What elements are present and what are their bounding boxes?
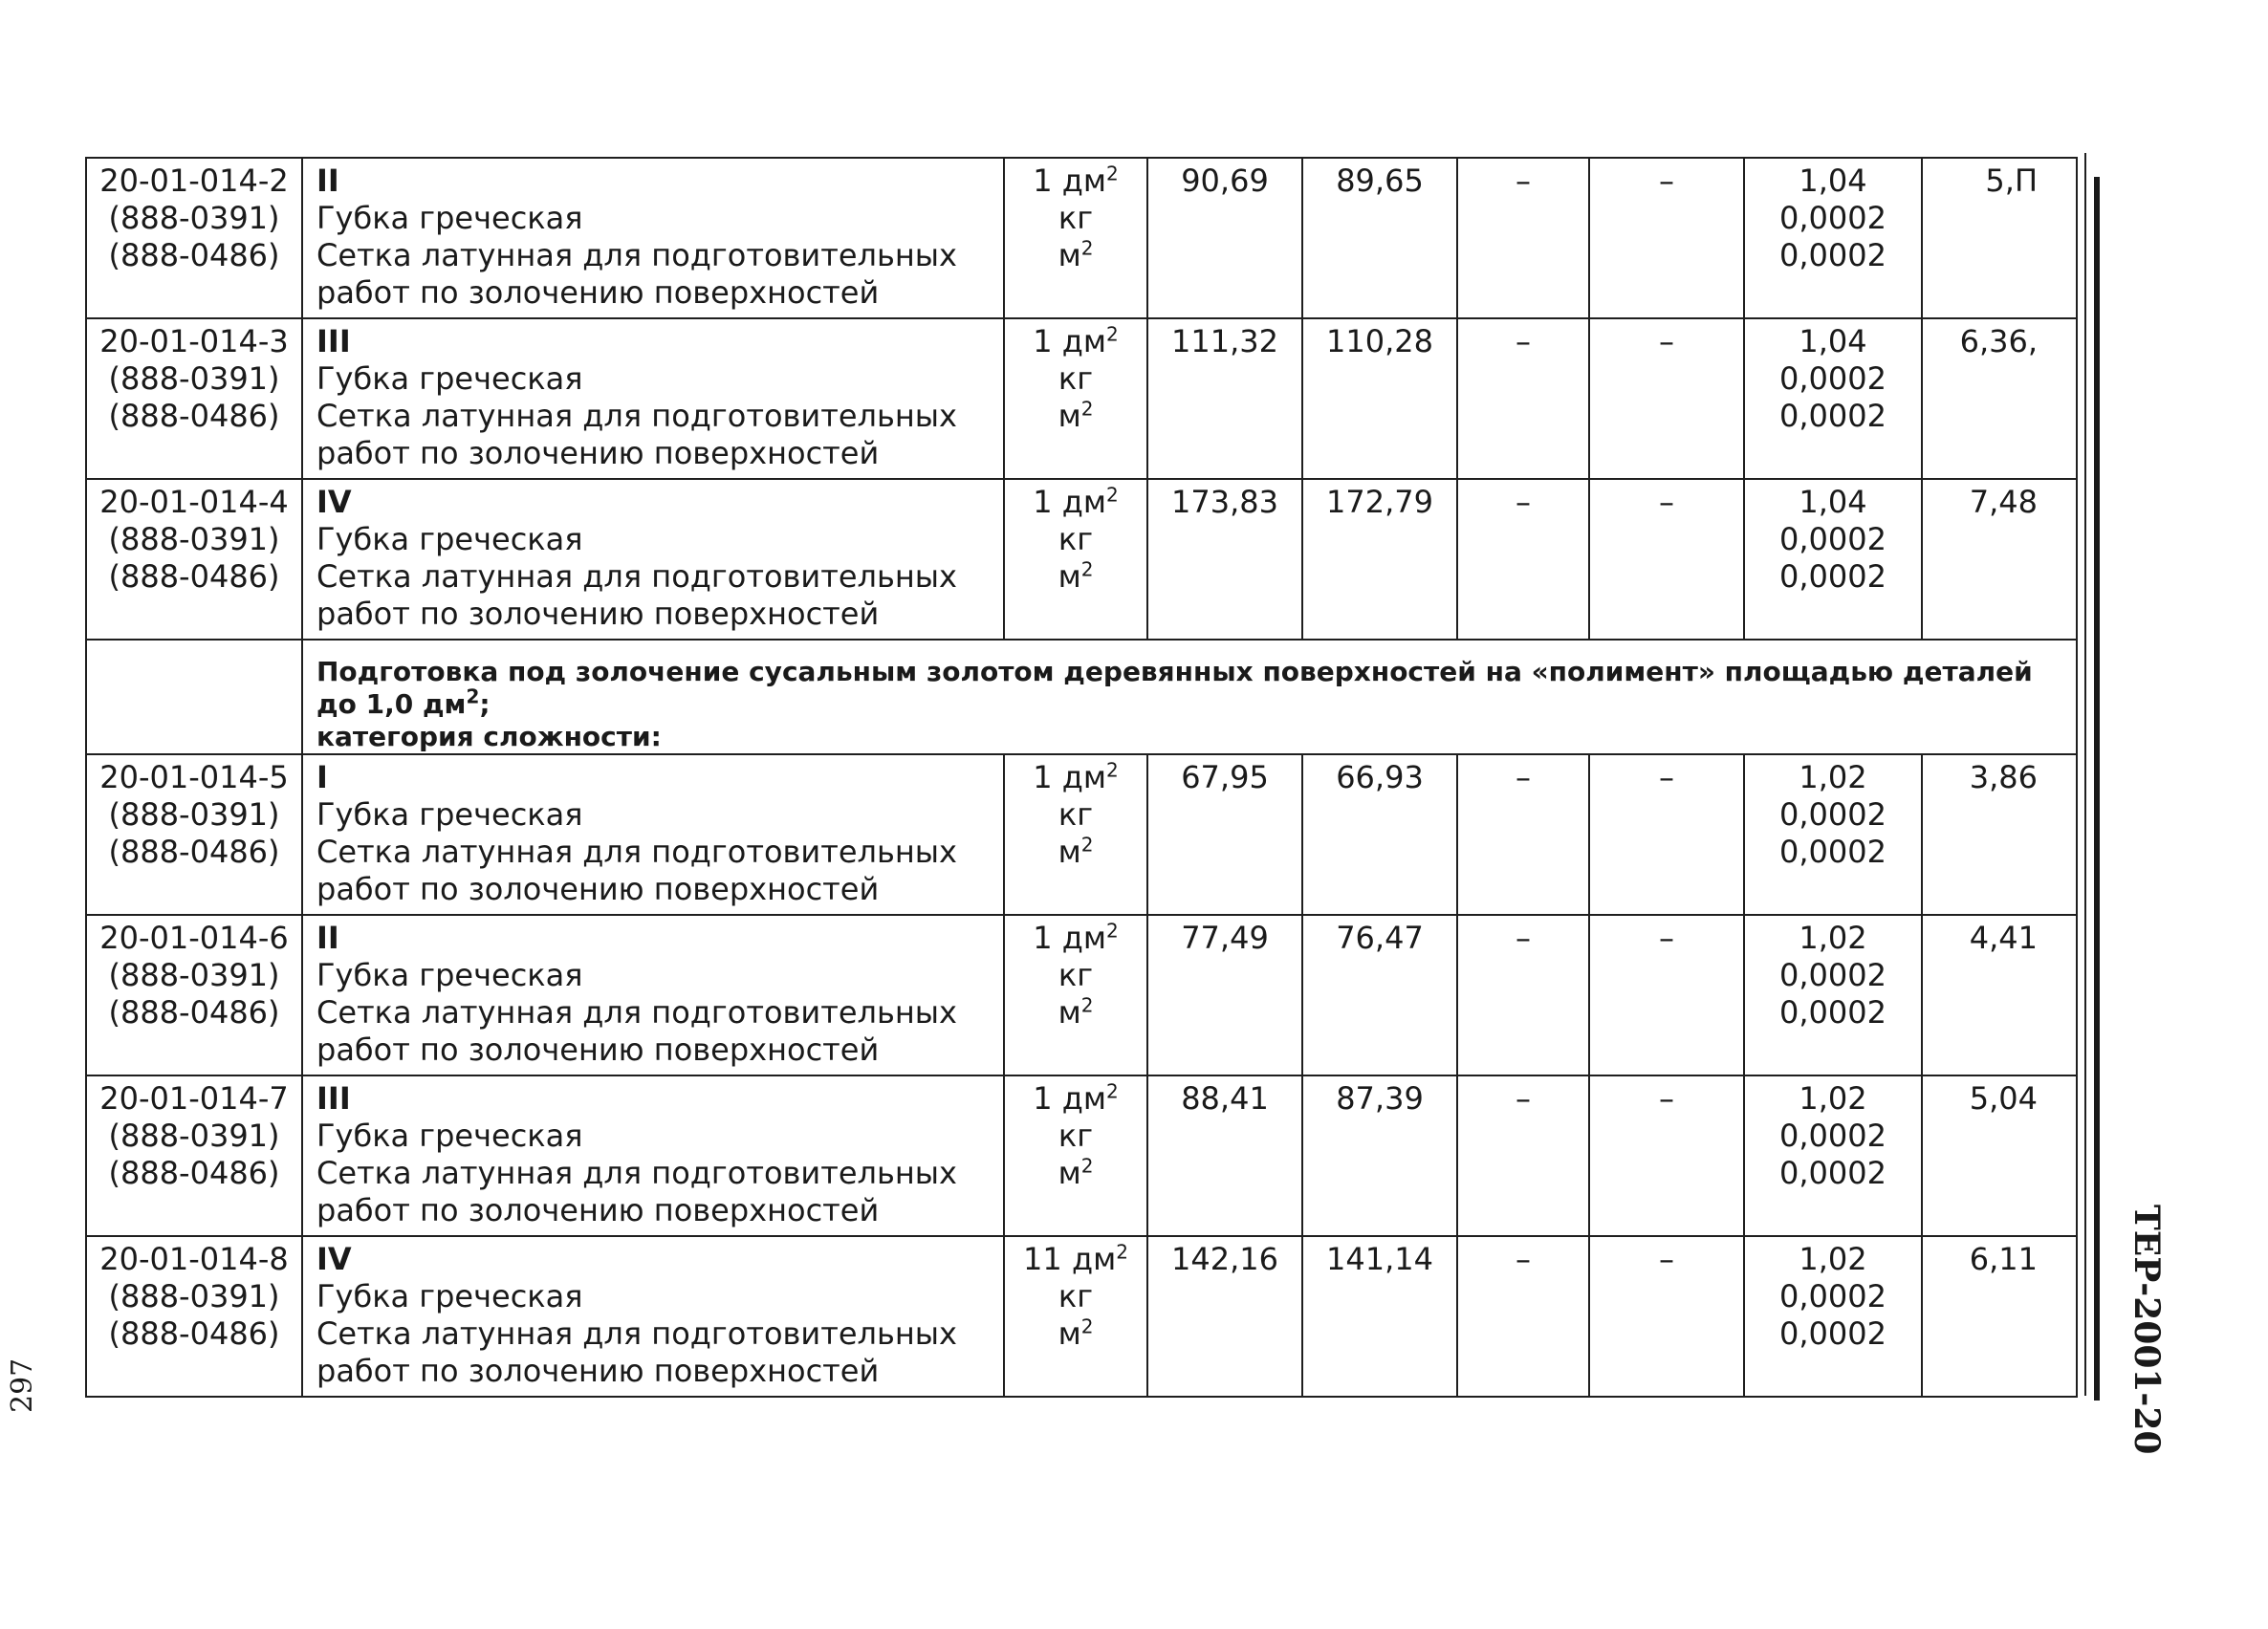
- unit-text: кг: [1058, 521, 1094, 557]
- price-cell: [1302, 1075, 1457, 1236]
- rates-table: [85, 157, 2078, 1398]
- quantity-cell: [1744, 318, 1922, 479]
- description-cell: [302, 158, 1004, 318]
- unit-cell: [1004, 158, 1147, 318]
- dash-cell: [1589, 1236, 1744, 1397]
- category-label: III: [316, 1080, 351, 1117]
- section-title-tail: ;: [479, 688, 491, 720]
- document-code-label: ТЕР-2001-20: [2126, 1205, 2167, 1455]
- unit-text: 1 дм: [1033, 323, 1107, 359]
- price-cell: [1147, 1236, 1302, 1397]
- total-cell: [1922, 1075, 2077, 1236]
- code-line: (888-0486): [108, 1315, 280, 1352]
- total-cell: [1922, 479, 2077, 640]
- unit-exponent: 2: [1106, 1079, 1119, 1103]
- table-row: [86, 915, 2077, 1075]
- dash-cell: [1589, 158, 1744, 318]
- section-heading: [302, 640, 2077, 754]
- resource-name: Губка греческая: [316, 360, 583, 397]
- resource-name: Губка греческая: [316, 521, 583, 557]
- unit-text: кг: [1058, 957, 1094, 993]
- unit-line: [1011, 200, 1141, 237]
- price-value: 90,69: [1181, 163, 1269, 199]
- table-row: [86, 158, 2077, 318]
- section-subtitle: категория сложности:: [316, 721, 662, 752]
- table-row: [86, 479, 2077, 640]
- category-label: IV: [316, 1241, 352, 1277]
- dash-value: –: [1659, 163, 1674, 199]
- quantity-cell: [1744, 158, 1922, 318]
- code-cell: [86, 479, 302, 640]
- price-value: 66,93: [1336, 759, 1424, 795]
- category-label: II: [316, 163, 339, 199]
- price-cell: [1302, 754, 1457, 915]
- resource-name: Губка греческая: [316, 1118, 583, 1154]
- dash-cell: [1457, 754, 1589, 915]
- dash-value: –: [1659, 759, 1674, 795]
- quantity-cell: [1744, 754, 1922, 915]
- section-title: Подготовка под золочение сусальным золотом деревянных поверхностей на «полимент» площадью деталей до 1,0 дм: [316, 656, 2033, 720]
- unit-exponent: 2: [1106, 758, 1119, 782]
- total-value: 3,86: [1969, 759, 2038, 795]
- unit-line: [1011, 484, 1141, 521]
- description-cell: [302, 754, 1004, 915]
- table-row: [86, 1075, 2077, 1236]
- dash-value: –: [1516, 163, 1531, 199]
- price-value: 172,79: [1326, 484, 1433, 520]
- unit-exponent: 2: [1106, 483, 1119, 507]
- quantity-line: 0,0002: [1779, 360, 1886, 397]
- section-title-sup: 2: [466, 684, 480, 708]
- quantity-line: 0,0002: [1779, 558, 1886, 595]
- resource-name: Губка греческая: [316, 796, 583, 833]
- dash-cell: [1457, 479, 1589, 640]
- code-cell: [86, 318, 302, 479]
- total-value: 5,П: [1985, 163, 2038, 199]
- code-line: (888-0486): [108, 834, 280, 870]
- dash-cell: [1589, 479, 1744, 640]
- quantity-line: 0,0002: [1779, 1155, 1886, 1191]
- resource-name: Губка греческая: [316, 1278, 583, 1314]
- code-line: 20-01-014-6: [99, 920, 289, 956]
- code-line: (888-0391): [108, 360, 280, 397]
- price-cell: [1147, 1075, 1302, 1236]
- category-label: II: [316, 920, 339, 956]
- price-value: 87,39: [1336, 1080, 1424, 1117]
- price-cell: [1147, 479, 1302, 640]
- quantity-line: 1,04: [1799, 163, 1867, 199]
- quantity-line: 0,0002: [1779, 834, 1886, 870]
- unit-text: 1 дм: [1033, 1080, 1107, 1117]
- dash-cell: [1457, 1075, 1589, 1236]
- total-value: 6,11: [1969, 1241, 2038, 1277]
- total-value: 4,41: [1969, 920, 2038, 956]
- resource-name: Сетка латунная для подготовительных работ по золочению поверхностей: [316, 237, 957, 311]
- unit-line: [1011, 558, 1141, 596]
- quantity-cell: [1744, 479, 1922, 640]
- total-cell: [1922, 318, 2077, 479]
- resource-name: Сетка латунная для подготовительных работ по золочению поверхностей: [316, 834, 957, 907]
- unit-text: 1 дм: [1033, 484, 1107, 520]
- unit-line: [1011, 1278, 1141, 1315]
- unit-line: [1011, 1315, 1141, 1353]
- dash-value: –: [1659, 484, 1674, 520]
- unit-text: кг: [1058, 1278, 1094, 1314]
- code-line: 20-01-014-5: [99, 759, 289, 795]
- unit-line: [1011, 994, 1141, 1032]
- unit-line: [1011, 521, 1141, 558]
- unit-text: м: [1058, 558, 1081, 595]
- price-value: 173,83: [1171, 484, 1278, 520]
- quantity-line: 1,04: [1799, 323, 1867, 359]
- quantity-line: 1,04: [1799, 484, 1867, 520]
- dash-value: –: [1516, 1080, 1531, 1117]
- price-cell: [1147, 915, 1302, 1075]
- code-line: 20-01-014-4: [99, 484, 289, 520]
- price-value: 110,28: [1326, 323, 1433, 359]
- dash-cell: [1589, 915, 1744, 1075]
- price-cell: [1147, 318, 1302, 479]
- code-line: (888-0391): [108, 957, 280, 993]
- quantity-line: 0,0002: [1779, 398, 1886, 434]
- dash-value: –: [1516, 759, 1531, 795]
- unit-exponent: 2: [1080, 557, 1094, 581]
- unit-line: [1011, 237, 1141, 274]
- description-cell: [302, 318, 1004, 479]
- unit-text: м: [1058, 1155, 1081, 1191]
- total-value: 5,04: [1969, 1080, 2038, 1117]
- dash-value: –: [1659, 323, 1674, 359]
- unit-cell: [1004, 1075, 1147, 1236]
- price-value: 142,16: [1171, 1241, 1278, 1277]
- quantity-cell: [1744, 915, 1922, 1075]
- dash-cell: [1589, 318, 1744, 479]
- section-empty-cell: [86, 640, 302, 754]
- unit-exponent: 2: [1080, 236, 1094, 260]
- price-value: 67,95: [1181, 759, 1269, 795]
- code-line: (888-0391): [108, 1118, 280, 1154]
- unit-line: [1011, 957, 1141, 994]
- dash-cell: [1457, 1236, 1589, 1397]
- price-cell: [1302, 158, 1457, 318]
- unit-cell: [1004, 1236, 1147, 1397]
- resource-name: Губка греческая: [316, 200, 583, 236]
- unit-text: м: [1058, 398, 1081, 434]
- unit-exponent: 2: [1080, 397, 1094, 421]
- unit-line: [1011, 1241, 1141, 1278]
- dash-cell: [1589, 1075, 1744, 1236]
- price-cell: [1302, 318, 1457, 479]
- code-line: (888-0486): [108, 237, 280, 273]
- dash-value: –: [1516, 484, 1531, 520]
- dash-cell: [1457, 915, 1589, 1075]
- section-group: [86, 640, 2077, 754]
- quantity-line: 1,02: [1799, 1080, 1867, 1117]
- unit-line: [1011, 163, 1141, 200]
- resource-name: Сетка латунная для подготовительных работ по золочению поверхностей: [316, 558, 957, 632]
- unit-exponent: 2: [1106, 162, 1119, 185]
- unit-line: [1011, 323, 1141, 360]
- unit-text: кг: [1058, 200, 1094, 236]
- quantity-line: 0,0002: [1779, 796, 1886, 833]
- unit-text: м: [1058, 994, 1081, 1031]
- code-cell: [86, 754, 302, 915]
- resource-name: Сетка латунная для подготовительных работ по золочению поверхностей: [316, 994, 957, 1068]
- dash-value: –: [1659, 1241, 1674, 1277]
- code-line: 20-01-014-2: [99, 163, 289, 199]
- unit-text: кг: [1058, 360, 1094, 397]
- code-line: 20-01-014-8: [99, 1241, 289, 1277]
- category-label: III: [316, 323, 351, 359]
- category-label: I: [316, 759, 328, 795]
- total-cell: [1922, 158, 2077, 318]
- price-value: 89,65: [1336, 163, 1424, 199]
- price-cell: [1147, 754, 1302, 915]
- dash-value: –: [1516, 1241, 1531, 1277]
- dash-cell: [1589, 754, 1744, 915]
- quantity-line: 0,0002: [1779, 200, 1886, 236]
- resource-name: Сетка латунная для подготовительных работ по золочению поверхностей: [316, 1155, 957, 1228]
- dash-value: –: [1659, 1080, 1674, 1117]
- price-cell: [1302, 1236, 1457, 1397]
- unit-cell: [1004, 479, 1147, 640]
- table-body-top: [86, 158, 2077, 640]
- quantity-line: 0,0002: [1779, 1278, 1886, 1314]
- total-value: 7,48: [1969, 484, 2038, 520]
- margin-rule-thin: [2084, 153, 2086, 1396]
- code-cell: [86, 158, 302, 318]
- price-cell: [1302, 915, 1457, 1075]
- margin-rule-thick: [2094, 177, 2100, 1401]
- unit-line: [1011, 796, 1141, 834]
- unit-text: кг: [1058, 796, 1094, 833]
- code-line: (888-0486): [108, 1155, 280, 1191]
- section-row: [86, 640, 2077, 754]
- quantity-line: 0,0002: [1779, 1315, 1886, 1352]
- quantity-line: 1,02: [1799, 759, 1867, 795]
- quantity-cell: [1744, 1236, 1922, 1397]
- unit-exponent: 2: [1116, 1240, 1128, 1264]
- unit-exponent: 2: [1080, 1154, 1094, 1178]
- code-line: (888-0391): [108, 200, 280, 236]
- unit-cell: [1004, 754, 1147, 915]
- unit-text: м: [1058, 1315, 1081, 1352]
- unit-exponent: 2: [1080, 993, 1094, 1017]
- table-row: [86, 754, 2077, 915]
- unit-line: [1011, 834, 1141, 871]
- quantity-cell: [1744, 1075, 1922, 1236]
- unit-text: кг: [1058, 1118, 1094, 1154]
- resource-name: Сетка латунная для подготовительных работ по золочению поверхностей: [316, 1315, 957, 1389]
- code-line: (888-0391): [108, 796, 280, 833]
- unit-cell: [1004, 915, 1147, 1075]
- description-cell: [302, 915, 1004, 1075]
- code-line: 20-01-014-7: [99, 1080, 289, 1117]
- unit-exponent: 2: [1106, 919, 1119, 943]
- unit-line: [1011, 920, 1141, 957]
- description-cell: [302, 479, 1004, 640]
- price-cell: [1147, 158, 1302, 318]
- unit-line: [1011, 1118, 1141, 1155]
- category-label: IV: [316, 484, 352, 520]
- unit-text: м: [1058, 834, 1081, 870]
- unit-text: 1 дм: [1033, 920, 1107, 956]
- dash-value: –: [1516, 323, 1531, 359]
- quantity-line: 0,0002: [1779, 994, 1886, 1031]
- dash-cell: [1457, 158, 1589, 318]
- quantity-line: 1,02: [1799, 920, 1867, 956]
- code-line: (888-0391): [108, 1278, 280, 1314]
- total-cell: [1922, 915, 2077, 1075]
- code-cell: [86, 915, 302, 1075]
- total-cell: [1922, 754, 2077, 915]
- price-value: 88,41: [1181, 1080, 1269, 1117]
- dash-value: –: [1516, 920, 1531, 956]
- table-row: [86, 1236, 2077, 1397]
- description-cell: [302, 1236, 1004, 1397]
- code-line: (888-0391): [108, 521, 280, 557]
- unit-line: [1011, 1155, 1141, 1192]
- total-value: 6,36,: [1959, 323, 2038, 359]
- table-row: [86, 318, 2077, 479]
- unit-text: 11 дм: [1023, 1241, 1117, 1277]
- code-line: (888-0486): [108, 994, 280, 1031]
- unit-line: [1011, 1080, 1141, 1118]
- code-cell: [86, 1236, 302, 1397]
- table-body-bottom: [86, 754, 2077, 1397]
- unit-exponent: 2: [1106, 322, 1119, 346]
- page-number: 297: [6, 1358, 39, 1413]
- total-cell: [1922, 1236, 2077, 1397]
- unit-line: [1011, 759, 1141, 796]
- price-cell: [1302, 479, 1457, 640]
- unit-line: [1011, 360, 1141, 398]
- dash-cell: [1457, 318, 1589, 479]
- quantity-line: 0,0002: [1779, 1118, 1886, 1154]
- dash-value: –: [1659, 920, 1674, 956]
- quantity-line: 0,0002: [1779, 957, 1886, 993]
- unit-line: [1011, 398, 1141, 435]
- price-value: 111,32: [1171, 323, 1278, 359]
- quantity-line: 0,0002: [1779, 237, 1886, 273]
- resource-name: Губка греческая: [316, 957, 583, 993]
- unit-exponent: 2: [1080, 833, 1094, 857]
- price-value: 76,47: [1336, 920, 1424, 956]
- price-value: 141,14: [1326, 1241, 1433, 1277]
- unit-text: м: [1058, 237, 1081, 273]
- code-line: (888-0486): [108, 398, 280, 434]
- unit-text: 1 дм: [1033, 163, 1107, 199]
- code-line: 20-01-014-3: [99, 323, 289, 359]
- code-cell: [86, 1075, 302, 1236]
- unit-text: 1 дм: [1033, 759, 1107, 795]
- quantity-line: 0,0002: [1779, 521, 1886, 557]
- description-cell: [302, 1075, 1004, 1236]
- price-value: 77,49: [1181, 920, 1269, 956]
- unit-exponent: 2: [1080, 1314, 1094, 1338]
- quantity-line: 1,02: [1799, 1241, 1867, 1277]
- unit-cell: [1004, 318, 1147, 479]
- resource-name: Сетка латунная для подготовительных работ по золочению поверхностей: [316, 398, 957, 471]
- code-line: (888-0486): [108, 558, 280, 595]
